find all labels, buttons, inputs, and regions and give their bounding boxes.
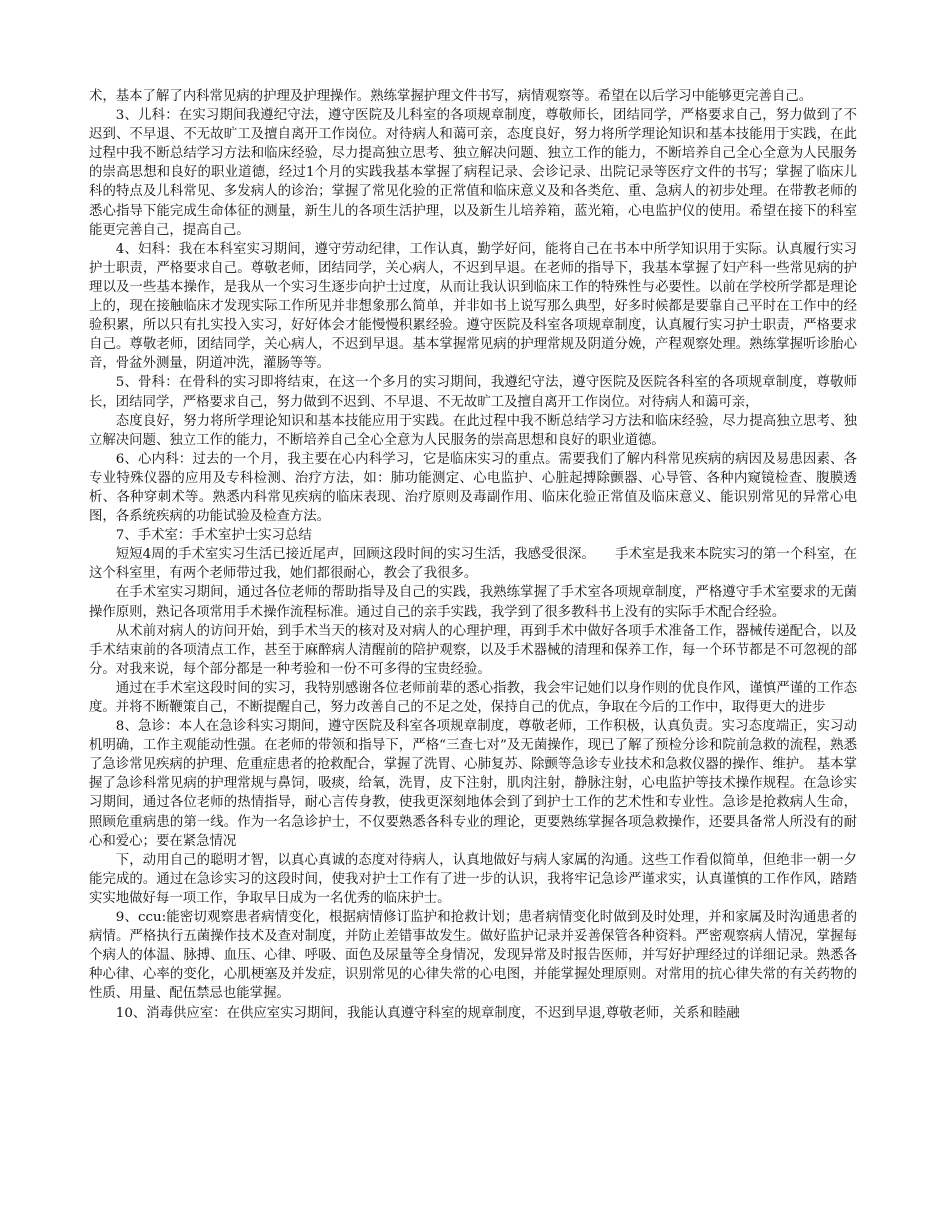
paragraph-operating-room-heading: 7、手术室：手术室护士实习总结 xyxy=(115,528,312,544)
paragraph-orthopedics-continued: 态度良好，努力将所学理论知识和基本技能应用于实践。在此过程中我不断总结学习方法和临床经验，尽力提高独立思考、独立解决问题、独立工作的能力，不断培养自己全心全意为人民服务的崇高思想和良好的职业道德。 xyxy=(89,413,857,448)
paragraph-emergency-continued: 下，动用自己的聪明才智，以真心真诚的态度对待病人，认真地做好与病人家属的沟通。这些工作看似简单，但绝非一朝一夕能完成的。通过在急诊实习的这段时间，使我对护士工作有了进一步的认识，我将牢记急诊严谨求实，认真谨慎的工作作风，踏踏实实地做好每一项工作，争取早日成为一名优秀的临床护士。 xyxy=(89,852,857,906)
paragraph-orthopedics: 5、骨科：在骨科的实习即将结束，在这一个多月的实习期间，我遵纪守法，遵守医院及医院各科室的各项规章制度，尊敬师长，团结同学，严格要求自己，努力做到不迟到、不早退、不无故旷工及擅自离开工作岗位。对待病人和蔼可亲， xyxy=(89,375,857,410)
paragraph-operating-room-workflow: 从术前对病人的访问开始，到手术当天的核对及对病人的心理护理，再到手术中做好各项手术准备工作，器械传递配合，以及手术结束前的各项清点工作，甚至于麻醉病人清醒前的陪护观察，以及手术器械的清理和保养工作，每一个环节都是不可忽视的部分。对我来说，每个部分都是一种考验和一份不可多得的宝贵经验。 xyxy=(89,623,857,677)
document-page xyxy=(89,87,857,1023)
paragraph-emergency: 8、急诊：本人在急诊科实习期间，遵守医院及科室各项规章制度，尊敬老师，工作积极，认真负责。实习态度端正，实习动机明确，工作主观能动性强。在老师的带领和指导下，严格“三查七对”及无菌操作，现已了解了预检分诊和院前急救的流程，熟悉了急诊常见疾病的护理、危重症患者的抢救配合，掌握了洗胃、心肺复苏、除颤等急诊专业技术和急救仪器的操作、维护。 基本掌握了急诊科常见病的护理常规与鼻饲，吸痰，给氧，洗胃，皮下注射，肌肉注射，静脉注射，心电监护等技术操作规程。在急诊实习期间，通过各位老师的热情指导，耐心言传身教，使我更深刻地体会到了到护士工作的艺术性和专业性。急诊是抢救病人生命，照顾危重病患的第一线。作为一名急诊护士，不仅要熟悉各科专业的理论，更要熟练掌握各项急救操作，还要具备常人所没有的耐心和爱心；要在紧急情况 xyxy=(89,719,857,849)
paragraph-cardiology: 6、心内科：过去的一个月，我主要在心内科学习，它是临床实习的重点。需要我们了解内科常见疾病的病因及易患因素、各专业特殊仪器的应用及专科检测、治疗方法，如：肺功能测定、心电监护、心脏起搏除颤器、心导管、各种内窥镜检查、腹膜透析、各种穿刺术等。熟悉内科常见疾病的临床表现、治疗原则及毒副作用、临床化验正常值及临床意义、能识别常见的异常心电图，各系统疾病的功能试验及检查方法。 xyxy=(89,451,857,525)
paragraph-operating-room-intro: 短短4周的手术室实习生活已接近尾声，回顾这段时间的实习生活，我感受很深。 手术室是我来本院实习的第一个科室，在这个科室里，有两个老师带过我，她们都很耐心，教会了我很多。 xyxy=(89,547,857,582)
paragraph-gynecology: 4、妇科：我在本科室实习期间，遵守劳动纪律，工作认真，勤学好问，能将自己在书本中所学知识用于实际。认真履行实习护士职责，严格要求自己。尊敬老师，团结同学，关心病人，不迟到早退。在老师的指导下，我基本掌握了妇产科一些常见病的护理以及一些基本操作，是我从一个实习生逐步向护士过度，从而让我认识到临床工作的特殊性与必要性。以前在学校所学都是理论上的，现在接触临床才发现实际工作所见并非想象那么简单，并非如书上说写那么典型，好多时候都是要靠自己平时在工作中的经验积累，所以只有扎实投入实习，好好体会才能慢慢积累经验。遵守医院及科室各项规章制度，认真履行实习护士职责，严格要求自己。尊敬老师，团结同学，关心病人，不迟到早退。基本掌握常见病的护理常规及阴道分娩，产程观察处理。熟练掌握听诊胎心音，骨盆外测量，阴道冲洗，灌肠等等。 xyxy=(89,241,857,372)
paragraph-ccu: 9、ccu:能密切观察患者病情变化，根据病情修订监护和抢救计划；患者病情变化时做到及时处理，并和家属及时沟通患者的病情。严格执行五菌操作技术及查对制度，并防止差错事故发生。做好监护记录并妥善保管各种资料。严密观察病人情况，掌握每个病人的体温、脉搏、血压、心律、呼吸、面色及尿量等全身情况，发现异常及时报告医师，并写好护理经过的详细记录。熟悉各种心律、心率的变化，心肌梗塞及并发症，识别常见的心律失常的心电图，并能掌握处理原则。对常用的抗心律失常的有关药物的性质、用量、配伍禁忌也能掌握。 xyxy=(89,910,857,1002)
paragraph-sterilization-supply: 10、消毒供应室：在供应室实习期间，我能认真遵守科室的规章制度，不迟到早退,尊敬老师，关系和睦融 xyxy=(115,1005,740,1021)
paragraph-intro-continuation: 术，基本了解了内科常见病的护理及护理操作。熟练掌握护理文件书写，病情观察等。希望在以后学习中能够更完善自己。 xyxy=(89,89,813,104)
paragraph-operating-room-practice: 在手术室实习期间，通过各位老师的帮助指导及自己的实践，我熟练掌握了手术室各项规章制度，严格遵守手术室要求的无菌操作原则，熟记各项常用手术操作流程标准。通过自己的亲手实践，我学到了很多教科书上没有的实际手术配合经验。 xyxy=(89,585,857,620)
paragraph-operating-room-thanks: 通过在手术室这段时间的实习，我特别感谢各位老师前辈的悉心指教，我会牢记她们以身作则的优良作风，谨慎严谨的工作态度。并将不断鞭策自己，不断提醒自己，努力改善自己的不足之处，保持自己的优点，争取在今后的工作中，取得更大的进步 xyxy=(89,680,857,715)
paragraph-pediatrics: 3、儿科：在实习期间我遵纪守法，遵守医院及儿科室的各项规章制度，尊敬师长，团结同学，严格要求自己，努力做到了不迟到、不早退、不无故旷工及擅自离开工作岗位。对待病人和蔼可亲，态度良好，努力将所学理论知识和基本技能用于实践，在此过程中我不断总结学习方法和临床经验，尽力提高独立思考、独立解决问题、独立工作的能力，不断培养自己全心全意为人民服务的崇高思想和良好的职业道德，经过1个月的实践我基本掌握了病程记录、会诊记录、出院记录等医疗文件的书写；掌握了临床儿科的特点及儿科常见、多发病人的诊治；掌握了常见化验的正常值和临床意义及和各类危、重、急病人的初步处理。在带教老师的悉心指导下能完成生命体征的测量，新生儿的各项生活护理，以及新生儿培养箱，蓝光箱，心电监护仪的使用。希望在接下的科室能更完善自己，提高自己。 xyxy=(89,108,857,238)
